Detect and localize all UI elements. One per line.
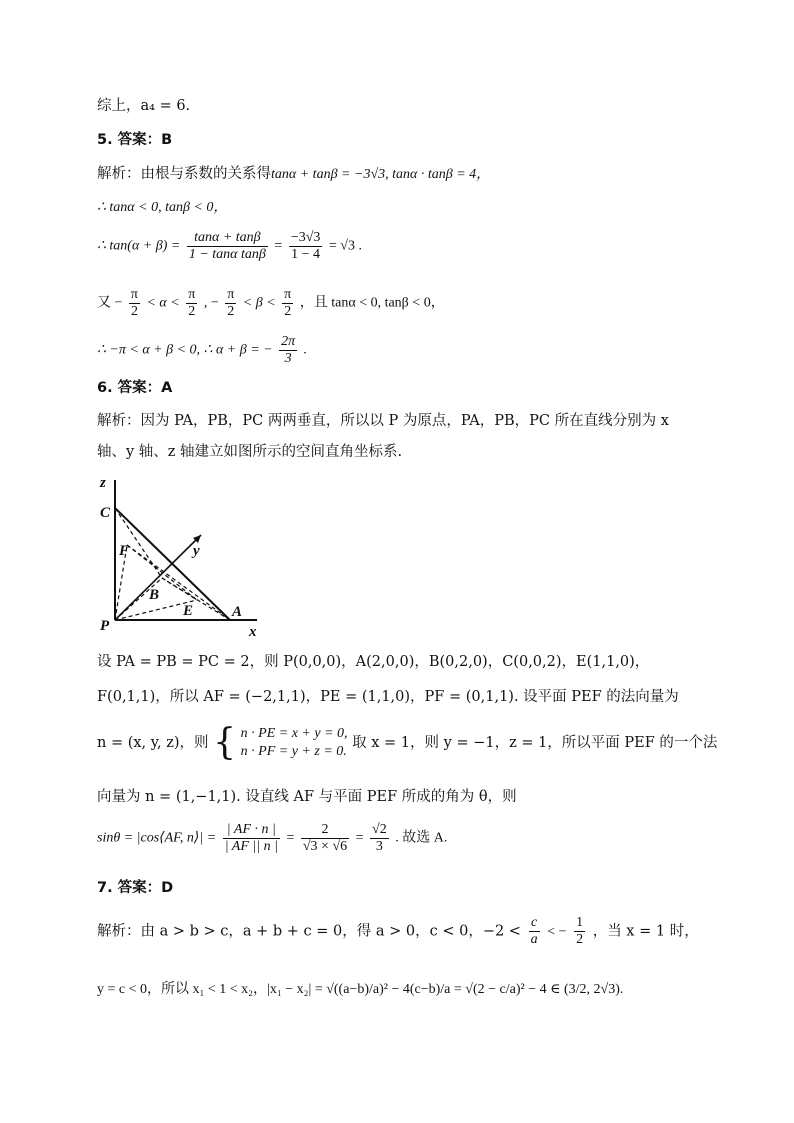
label-y: y bbox=[193, 543, 200, 559]
label-b: B bbox=[149, 587, 160, 603]
label-c: C bbox=[100, 505, 111, 521]
answer-7-heading: 7. 答案：D bbox=[97, 880, 174, 896]
label-f: F bbox=[119, 543, 130, 559]
line-5-result: ∴ −π < α + β < 0, ∴ α + β = − $\frac{2\pi}{3}$ . bbox=[97, 334, 308, 366]
line-5-tan-sum: ∴ tan(α + β) = $\frac{\tan\alpha + \tan\beta}{\text{1 − tanα tanβ}}$ = $\frac{-3√3}{1 - 4}$ = √3 . bbox=[97, 230, 362, 262]
line-6-coords: 设 PA = PB = PC = 2，则 P(0,0,0)，A(2,0,0)，B(0,2,0)，C(0,0,2)，E(1,1,0)， bbox=[97, 654, 650, 670]
label-z: z bbox=[100, 475, 106, 491]
line-6-normal: 向量为 n = (1,−1,1). 设直线 AF 与平面 PEF 所成的角为 θ，则 bbox=[97, 789, 517, 805]
label-p: P bbox=[100, 618, 110, 634]
line-5-signs: ∴ tanα < 0, tanβ < 0， bbox=[97, 200, 228, 215]
line-conclusion: 综上，a₄ = 6. bbox=[97, 98, 191, 114]
coordinate-figure bbox=[97, 470, 272, 645]
line-5-analysis: 解析：由根与系数的关系得tanα + tanβ = −3√3, tanα · tanβ = 4， bbox=[97, 166, 491, 182]
line-6-sine: sinθ = |cos⟨AF, n⟩| = $\frac{| AF \cdot n |}{| AF || n |}$ = $\frac{2}{√3 \times √6}$ = $\frac{√2}{3}$ . 故选 A. bbox=[97, 822, 448, 854]
label-x: x bbox=[249, 624, 257, 640]
line-7-result: y = c < 0，所以 x₁ < 1 < x₂，|x₁ − x₂| = √((a−b)/a)² − 4(c−b)/a = √(2 − c/a)² − 4 ∈ (3/2, 2√3). bbox=[97, 982, 624, 997]
line-7-analysis: 解析：由 a > b > c，a + b + c = 0，得 a > 0，c < 0，−2 < $\frac{c}{a}$ < − $\frac{1}{2}$ ，当 x = 1 时， bbox=[97, 915, 699, 947]
line-6-system: n = (x, y, z)，则 { n · PE = x + y = 0, n · PF = y + z = 0. 取 x = 1，则 y = −1，z = 1，所以平面 PEF 的一个法 bbox=[97, 722, 718, 763]
answer-5-heading: 5. 答案：B bbox=[97, 132, 173, 148]
answer-6-heading: 6. 答案：A bbox=[97, 380, 173, 396]
line-6-analysis-1: 解析：因为 PA，PB，PC 两两垂直，所以以 P 为原点，PA，PB，PC 所在直线分别为 x bbox=[97, 413, 669, 429]
line-6-analysis-2: 轴、y 轴、z 轴建立如图所示的空间直角坐标系. bbox=[97, 444, 403, 460]
line-5-range: 又 − $\frac{\pi}{2}$ < α < $\frac{\pi}{2}$ , − $\frac{\pi}{2}$ < β < $\frac{\pi}{2}$ ，且 tanα < 0, tanβ < 0， bbox=[97, 287, 445, 319]
label-a: A bbox=[232, 604, 243, 620]
label-e: E bbox=[183, 603, 194, 619]
line-6-vectors: F(0,1,1)，所以 AF = (−2,1,1)，PE = (1,1,0)，PF = (0,1,1). 设平面 PEF 的法向量为 bbox=[97, 689, 679, 705]
